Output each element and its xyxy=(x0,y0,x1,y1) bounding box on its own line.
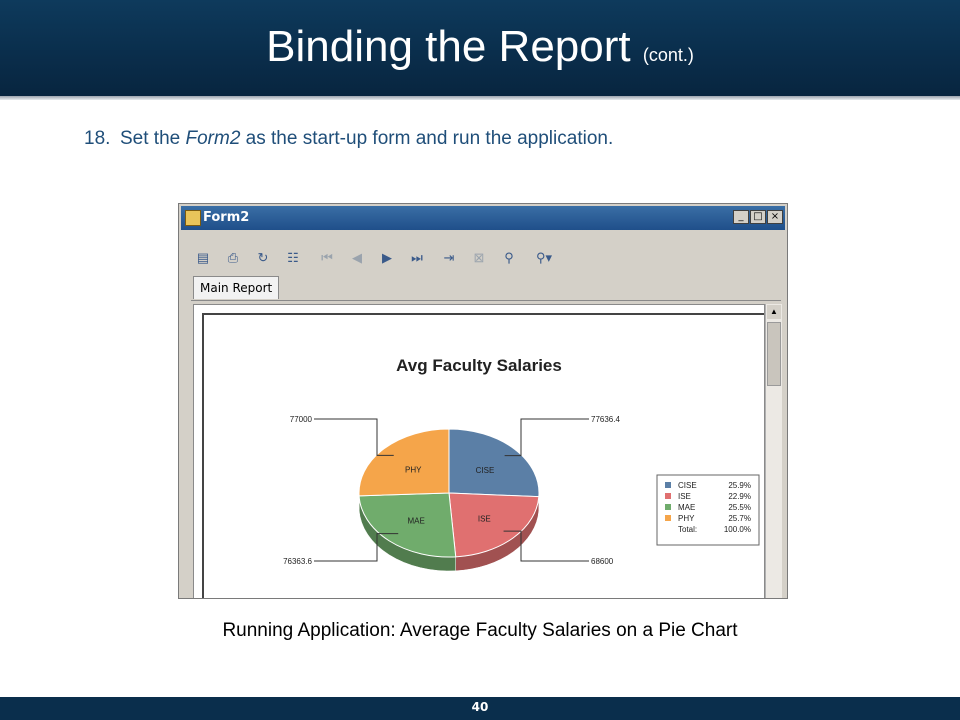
vertical-scrollbar[interactable] xyxy=(765,304,782,599)
value-label: 68600 xyxy=(591,557,614,566)
callout-line xyxy=(505,419,589,456)
step-text-after: as the start-up form and run the application. xyxy=(240,128,614,149)
export-icon[interactable]: ⇥ xyxy=(443,250,455,265)
zoom-icon[interactable]: ⚲▾ xyxy=(535,250,553,265)
value-label: 77636.4 xyxy=(591,415,620,424)
legend-swatch-cise xyxy=(665,482,671,488)
legend-swatch-phy xyxy=(665,515,671,521)
window-titlebar[interactable] xyxy=(181,206,785,230)
app-icon xyxy=(185,210,201,226)
step-number: 18. xyxy=(84,128,111,149)
stop-icon[interactable]: ⊠ xyxy=(473,250,485,265)
legend-pct: 22.9% xyxy=(728,492,751,501)
last-page-icon[interactable]: ⏭ xyxy=(411,250,423,265)
legend-total-label: Total: xyxy=(678,525,698,534)
pie-slice-phy xyxy=(359,429,449,496)
slide-title-suffix: (cont.) xyxy=(642,45,694,65)
window-title: Form2 xyxy=(203,210,250,225)
legend-swatch-mae xyxy=(665,504,671,510)
first-page-icon[interactable]: ⏮ xyxy=(321,250,333,265)
legend-swatch-ise xyxy=(665,493,671,499)
legend-name: CISE xyxy=(678,481,697,490)
report-viewer xyxy=(193,304,765,599)
next-page-icon[interactable]: ▶ xyxy=(382,250,392,265)
legend-pct: 25.5% xyxy=(728,503,751,512)
legend-pct: 25.7% xyxy=(728,514,751,523)
tab-main-report[interactable]: Main Report xyxy=(193,276,279,299)
header-divider xyxy=(0,96,960,100)
document-map-icon[interactable]: ☷ xyxy=(287,250,299,265)
form2-window xyxy=(178,203,788,599)
maximize-button[interactable]: □ xyxy=(750,210,766,224)
legend-name: PHY xyxy=(678,514,695,523)
legend-name: MAE xyxy=(678,503,696,512)
slide-title-text: Binding the Report xyxy=(266,22,631,71)
find-icon[interactable]: ⚲ xyxy=(504,250,514,265)
pie-slice-label: MAE xyxy=(407,516,425,526)
figure-caption: Running Application: Average Faculty Salaries on a Pie Chart xyxy=(222,620,738,641)
refresh-icon[interactable]: ↻ xyxy=(257,250,269,265)
step-instruction xyxy=(84,128,613,150)
scroll-up-button[interactable]: ▲ xyxy=(767,305,781,319)
print-icon[interactable]: ⎙ xyxy=(227,250,239,265)
step-text-form-name: Form2 xyxy=(185,128,241,149)
close-button[interactable]: × xyxy=(767,210,783,224)
scroll-thumb[interactable] xyxy=(767,322,781,386)
value-label: 77000 xyxy=(289,415,312,424)
pie-slice-label: PHY xyxy=(405,465,422,475)
pie-slice-cise xyxy=(449,429,539,497)
value-label: 76363.6 xyxy=(283,557,312,566)
chart-title: Avg Faculty Salaries xyxy=(396,356,562,375)
pie-slice-label: CISE xyxy=(475,465,495,475)
report-tabbar xyxy=(191,274,781,301)
legend-pct: 25.9% xyxy=(728,481,751,490)
slide-title xyxy=(0,22,960,72)
pie-slice-label: ISE xyxy=(477,514,491,524)
print-layout-icon[interactable]: ▤ xyxy=(196,250,210,265)
previous-page-icon[interactable]: ◀ xyxy=(352,250,362,265)
page-number: 40 xyxy=(471,700,489,714)
step-text-before: Set the xyxy=(120,128,186,149)
report-toolbar xyxy=(191,244,781,274)
pie-chart xyxy=(194,305,764,599)
pie-slice-ise xyxy=(449,493,539,557)
legend-name: ISE xyxy=(678,492,691,501)
minimize-button[interactable]: _ xyxy=(733,210,749,224)
legend-total-pct: 100.0% xyxy=(723,525,751,534)
